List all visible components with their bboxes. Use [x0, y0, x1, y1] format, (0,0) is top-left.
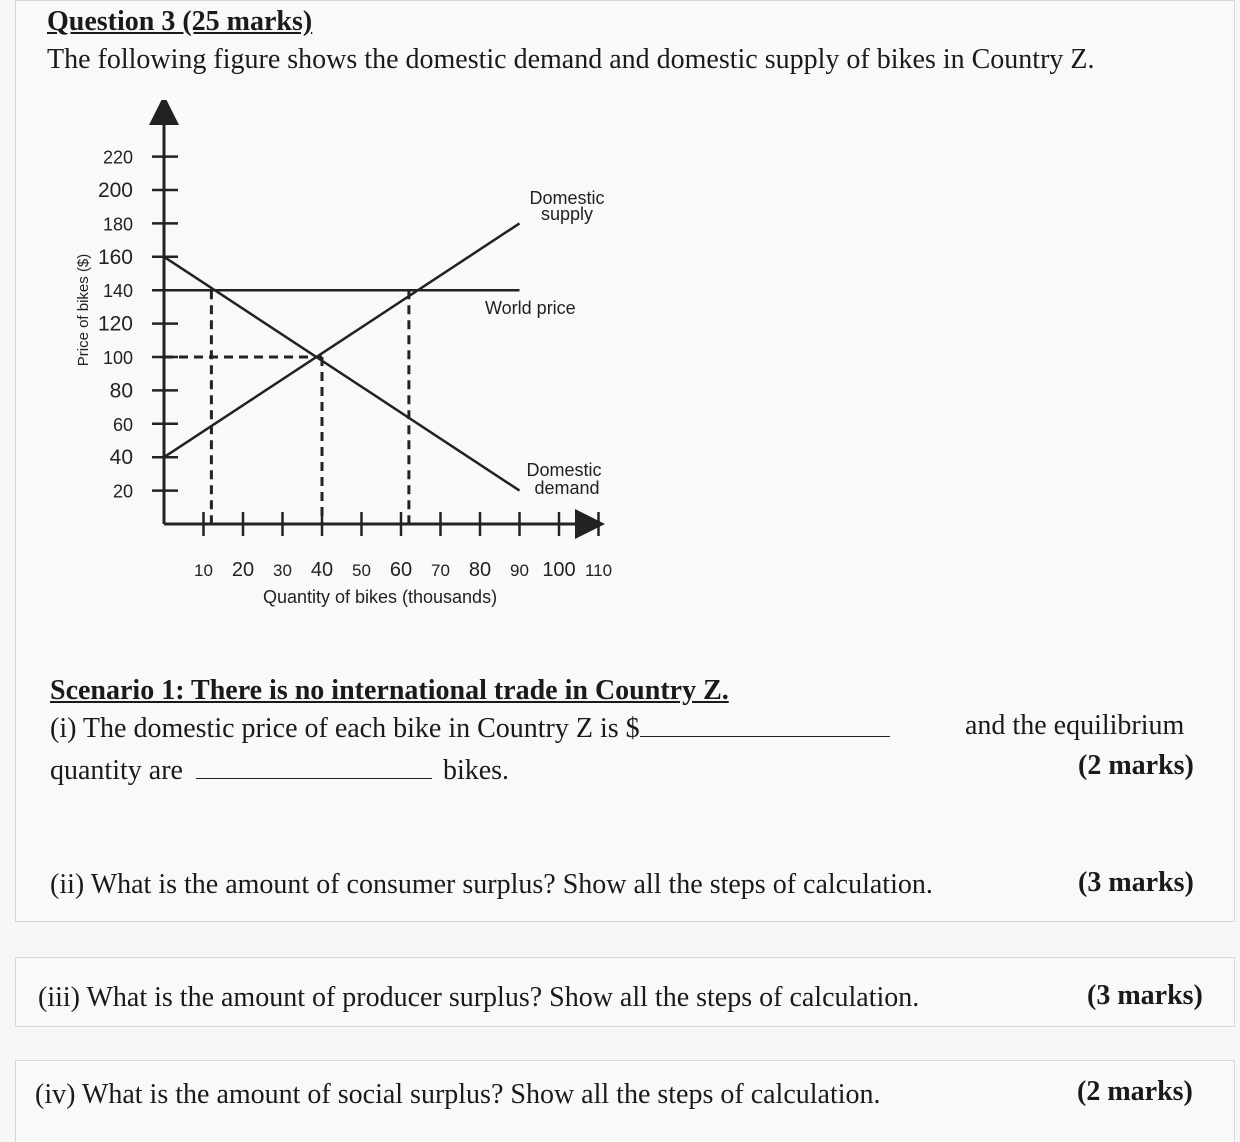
x-tick-label: 90: [510, 561, 529, 580]
y-tick-label: 140: [102, 281, 133, 302]
demand-label-2: demand: [534, 478, 600, 498]
x-tick-label: 10: [194, 561, 213, 580]
question-ii-text: (ii) What is the amount of consumer surplus? Show all the steps of calculation.: [50, 869, 933, 900]
world-price-label: World price: [485, 298, 576, 318]
y-tick-label: 160: [97, 245, 133, 269]
question-i-marks: (2 marks): [1078, 750, 1194, 781]
x-tick-label: 80: [468, 559, 492, 581]
y-tick-label: 220: [102, 147, 133, 168]
x-tick-label: 40: [310, 559, 334, 581]
quantity-blank[interactable]: [196, 756, 432, 779]
price-blank[interactable]: [640, 714, 890, 737]
x-axis-label: Quantity of bikes (thousands): [262, 587, 498, 607]
domestic-demand-line: [164, 257, 520, 491]
y-tick-label: 100: [102, 348, 133, 368]
scenario-heading: Scenario 1: There is no international trade in Country Z.: [50, 675, 729, 706]
y-tick-label: 60: [112, 414, 133, 435]
y-tick-label: 80: [109, 379, 133, 403]
supply-demand-chart: [60, 100, 640, 620]
question-i-text: (i) The domestic price of each bike in Country Z is $: [50, 713, 890, 745]
y-tick-label: 120: [97, 312, 133, 336]
x-tick-label: 100: [542, 559, 576, 581]
y-tick-label: 20: [112, 481, 133, 502]
domestic-supply-line: [164, 223, 520, 457]
y-tick-label: 200: [97, 179, 133, 202]
question-iv-text: (iv) What is the amount of social surplus? Show all the steps of calculation.: [35, 1079, 881, 1110]
y-tick-label: 40: [109, 446, 133, 470]
supply-label-1: Domestic: [529, 188, 605, 208]
question-title: Question 3 (25 marks): [47, 6, 313, 37]
y-tick-label: 180: [102, 214, 133, 235]
question-iv-marks: (2 marks): [1077, 1076, 1193, 1107]
x-tick-label: 110: [584, 561, 613, 580]
question-intro: The following figure shows the domestic demand and domestic supply of bikes in Country Z.: [47, 44, 1095, 75]
demand-label-1: Domestic: [526, 460, 602, 480]
x-tick-label: 60: [389, 559, 413, 581]
supply-label-2: supply: [540, 204, 594, 224]
x-tick-label: 30: [273, 561, 292, 580]
question-i-quantity: quantity are bikes.: [50, 755, 510, 786]
question-i-text-cont: and the equilibrium: [965, 710, 1185, 741]
y-axis-label: Price of bikes ($): [75, 253, 92, 367]
question-ii-marks: (3 marks): [1078, 867, 1194, 898]
x-tick-label: 20: [231, 559, 255, 581]
x-tick-label: 70: [431, 561, 450, 580]
x-tick-label: 50: [352, 561, 371, 580]
question-iii-text: (iii) What is the amount of producer surplus? Show all the steps of calculation.: [38, 982, 920, 1013]
question-iii-marks: (3 marks): [1087, 980, 1203, 1011]
